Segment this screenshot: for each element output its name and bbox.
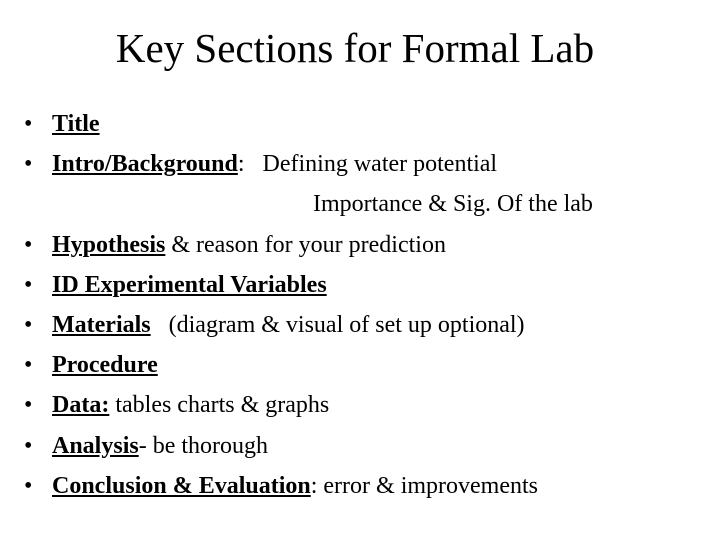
item-separator: - bbox=[138, 432, 147, 459]
bullet: • bbox=[24, 352, 33, 379]
item-key: Hypothesis bbox=[52, 231, 166, 258]
item-description: be thorough bbox=[146, 432, 269, 459]
item-separator: : bbox=[237, 151, 245, 178]
list-item-conclusion bbox=[24, 468, 704, 508]
item-description: error & improvements bbox=[317, 472, 539, 499]
list-item-data bbox=[24, 387, 704, 427]
item-key: ID Experimental Variables bbox=[52, 271, 327, 298]
bullet: • bbox=[24, 111, 33, 137]
item-separator: : bbox=[310, 472, 318, 499]
bullet: • bbox=[24, 151, 33, 178]
list-item-materials bbox=[24, 307, 704, 347]
list-item-hypothesis bbox=[24, 227, 704, 267]
list-item-intro-background bbox=[24, 146, 704, 186]
item-key: Analysis bbox=[52, 432, 139, 459]
item-key: Conclusion & Evaluation bbox=[52, 472, 311, 499]
bullet: • bbox=[24, 392, 33, 419]
slide-title: Key Sections for Formal Lab bbox=[115, 25, 595, 71]
item-description: & reason for your prediction bbox=[165, 231, 446, 258]
list-item-analysis bbox=[24, 428, 704, 468]
bullet: • bbox=[24, 311, 33, 338]
bullet: • bbox=[24, 432, 33, 459]
item-description: tables charts & graphs bbox=[109, 392, 330, 419]
item-description: Defining water potential bbox=[244, 151, 498, 178]
item-key: Data: bbox=[52, 392, 110, 419]
bullet: • bbox=[24, 231, 33, 258]
item-key: Procedure bbox=[52, 352, 158, 379]
item-key: Intro/Background bbox=[52, 151, 238, 178]
item-description: (diagram & visual of set up optional) bbox=[150, 311, 525, 338]
list-item-title bbox=[24, 106, 704, 146]
item-key: Title bbox=[52, 111, 100, 137]
list-item-continuation bbox=[24, 186, 704, 226]
item-description: Importance & Sig. Of the lab bbox=[313, 191, 593, 218]
bullet: • bbox=[24, 271, 33, 298]
bullet: • bbox=[24, 472, 33, 499]
list-item-variables bbox=[24, 267, 704, 307]
item-key: Materials bbox=[52, 311, 151, 338]
section-list bbox=[24, 106, 704, 508]
list-item-procedure bbox=[24, 347, 704, 387]
